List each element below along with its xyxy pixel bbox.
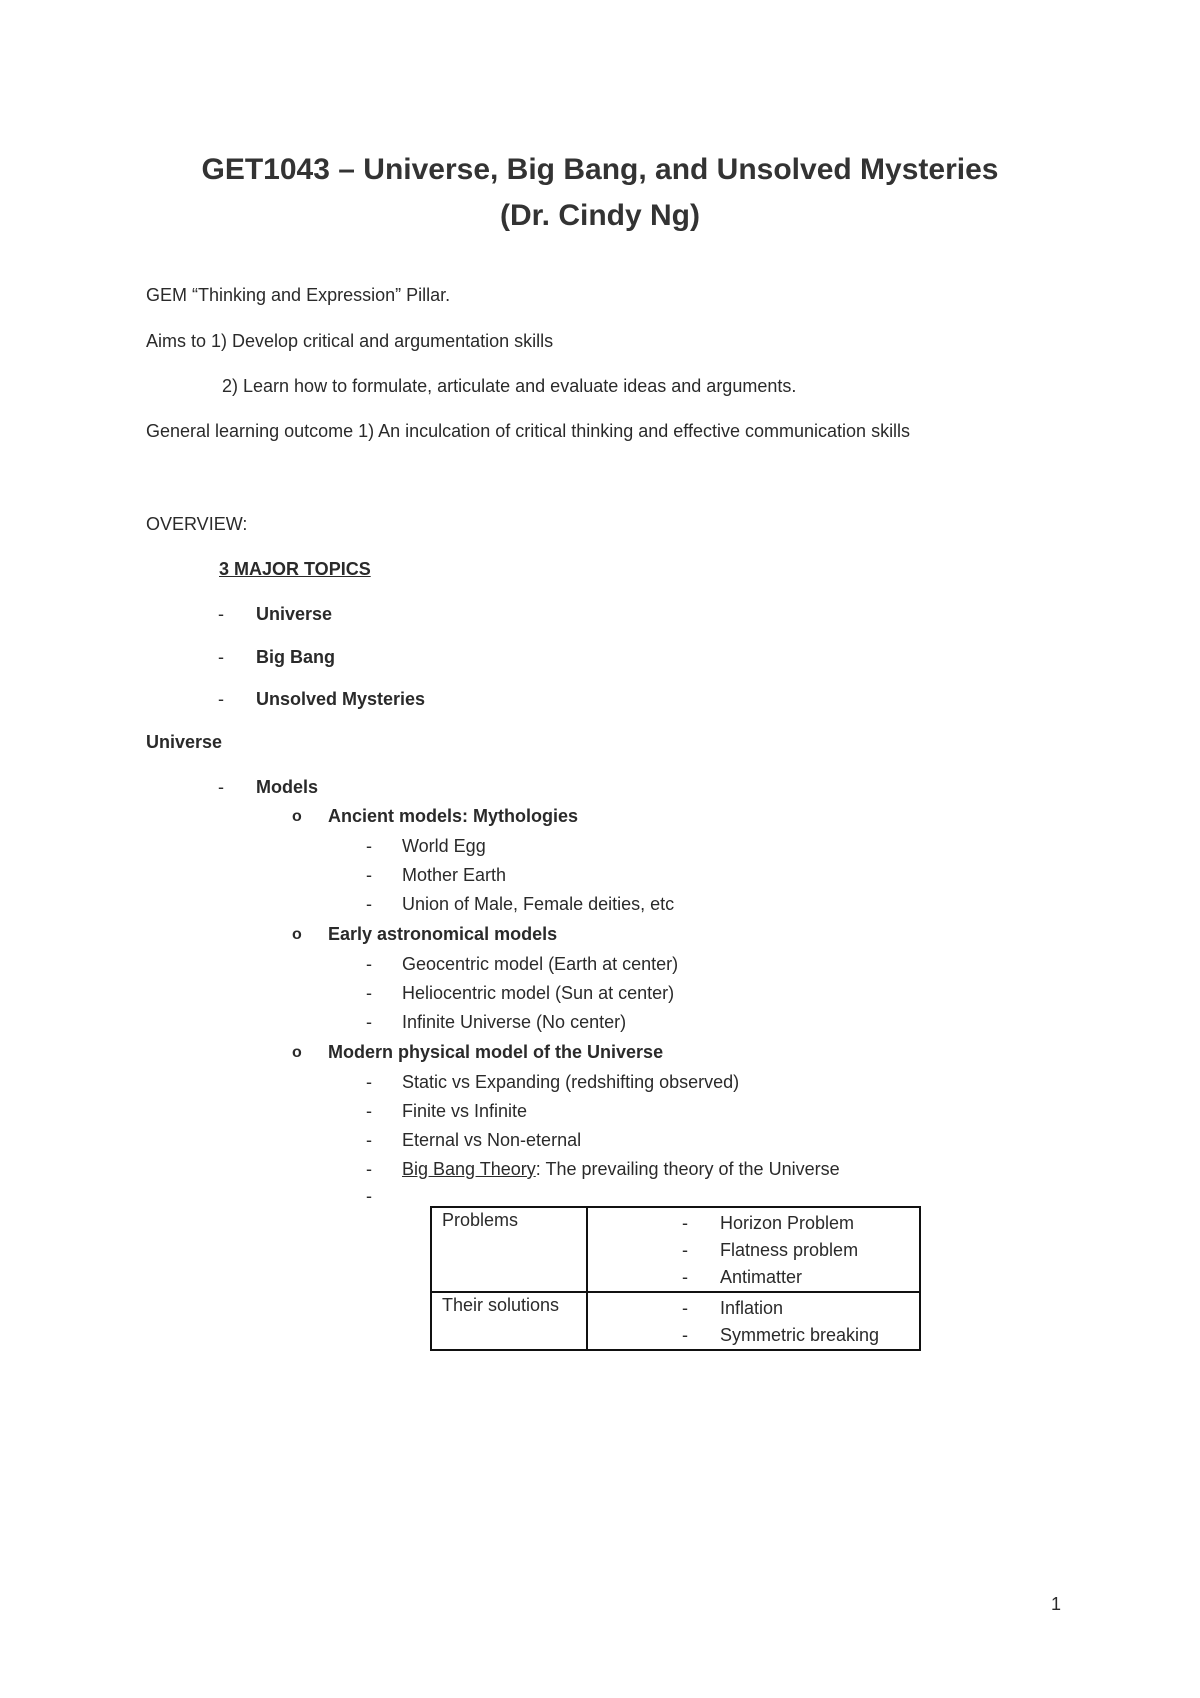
item-dash: - bbox=[366, 954, 372, 974]
table-cell-label bbox=[431, 1292, 587, 1350]
item-dash: - bbox=[682, 1213, 688, 1233]
item-dash: - bbox=[366, 836, 372, 856]
table-cell-label bbox=[431, 1207, 587, 1292]
item-dash: - bbox=[682, 1325, 688, 1345]
big-bang-theory-line bbox=[402, 1160, 840, 1178]
item-dash: - bbox=[366, 865, 372, 885]
aims-line-1: Aims to 1) Develop critical and argumentation skills bbox=[146, 331, 554, 351]
bullet-o: o bbox=[292, 808, 302, 825]
universe-heading: Universe bbox=[146, 732, 223, 752]
ancient-item-union: Union of Male, Female deities, etc bbox=[402, 894, 675, 914]
problem-horizon: Horizon Problem bbox=[720, 1213, 855, 1233]
topic-dash: - bbox=[218, 689, 224, 709]
major-topics-heading: 3 MAJOR TOPICS bbox=[219, 559, 371, 579]
ancient-item-mother-earth: Mother Earth bbox=[402, 865, 507, 885]
big-bang-theory-desc: : The prevailing theory of the Universe bbox=[535, 1159, 840, 1179]
bullet-o: o bbox=[292, 926, 302, 943]
solution-symmetric-breaking: Symmetric breaking bbox=[720, 1325, 880, 1345]
aims-line-2: 2) Learn how to formulate, articulate and evaluate ideas and arguments. bbox=[222, 376, 797, 396]
solution-inflation: Inflation bbox=[720, 1298, 784, 1318]
page-title-line1: GET1043 – Universe, Big Bang, and Unsolved Mysteries bbox=[201, 153, 999, 186]
early-item-heliocentric: Heliocentric model (Sun at center) bbox=[402, 983, 675, 1003]
page-title-line2: (Dr. Cindy Ng) bbox=[500, 199, 700, 232]
topic-item-unsolved-mysteries: Unsolved Mysteries bbox=[256, 689, 426, 709]
row-label-problems: Problems bbox=[442, 1210, 519, 1230]
ancient-models-label: Ancient models: Mythologies bbox=[328, 806, 579, 826]
topic-item-big-bang: Big Bang bbox=[256, 647, 335, 667]
early-models-label: Early astronomical models bbox=[328, 924, 558, 944]
table-row bbox=[431, 1292, 920, 1350]
early-item-geocentric: Geocentric model (Earth at center) bbox=[402, 954, 679, 974]
row-label-solutions: Their solutions bbox=[442, 1295, 560, 1315]
item-dash: - bbox=[366, 1186, 372, 1206]
list-item bbox=[598, 1322, 909, 1349]
modern-item-finite-infinite: Finite vs Infinite bbox=[402, 1101, 528, 1121]
pillar-text: GEM “Thinking and Expression” Pillar. bbox=[146, 285, 451, 305]
early-item-infinite: Infinite Universe (No center) bbox=[402, 1012, 627, 1032]
item-dash: - bbox=[366, 1072, 372, 1092]
list-item bbox=[598, 1264, 909, 1291]
page-number: 1 bbox=[1051, 1594, 1062, 1614]
bullet-o: o bbox=[292, 1044, 302, 1061]
learning-outcome: General learning outcome 1) An inculcation of critical thinking and effective communication skills bbox=[146, 421, 911, 441]
overview-label: OVERVIEW: bbox=[146, 514, 248, 534]
modern-model-label: Modern physical model of the Universe bbox=[328, 1042, 664, 1062]
item-dash: - bbox=[682, 1267, 688, 1287]
table-row bbox=[431, 1207, 920, 1292]
table-cell-items bbox=[587, 1207, 920, 1292]
item-dash: - bbox=[366, 894, 372, 914]
list-item bbox=[598, 1210, 909, 1237]
problem-flatness: Flatness problem bbox=[720, 1240, 859, 1260]
item-dash: - bbox=[366, 1130, 372, 1150]
item-dash: - bbox=[682, 1298, 688, 1318]
table-cell-items bbox=[587, 1292, 920, 1350]
topic-dash: - bbox=[218, 647, 224, 667]
problem-antimatter: Antimatter bbox=[720, 1267, 803, 1287]
models-dash: - bbox=[218, 777, 224, 797]
big-bang-theory-link: Big Bang Theory bbox=[402, 1159, 536, 1179]
item-dash: - bbox=[366, 1159, 372, 1179]
item-dash: - bbox=[366, 1012, 372, 1032]
modern-item-static-expanding: Static vs Expanding (redshifting observed) bbox=[402, 1072, 740, 1092]
list-item bbox=[598, 1237, 909, 1264]
item-dash: - bbox=[366, 1101, 372, 1121]
modern-item-eternal: Eternal vs Non-eternal bbox=[402, 1130, 582, 1150]
item-dash: - bbox=[366, 983, 372, 1003]
item-dash: - bbox=[682, 1240, 688, 1260]
list-item bbox=[598, 1295, 909, 1322]
topic-item-universe: Universe bbox=[256, 604, 333, 624]
models-label: Models bbox=[256, 777, 319, 797]
ancient-item-world-egg: World Egg bbox=[402, 836, 486, 856]
topic-dash: - bbox=[218, 604, 224, 624]
problems-solutions-table bbox=[430, 1206, 921, 1351]
